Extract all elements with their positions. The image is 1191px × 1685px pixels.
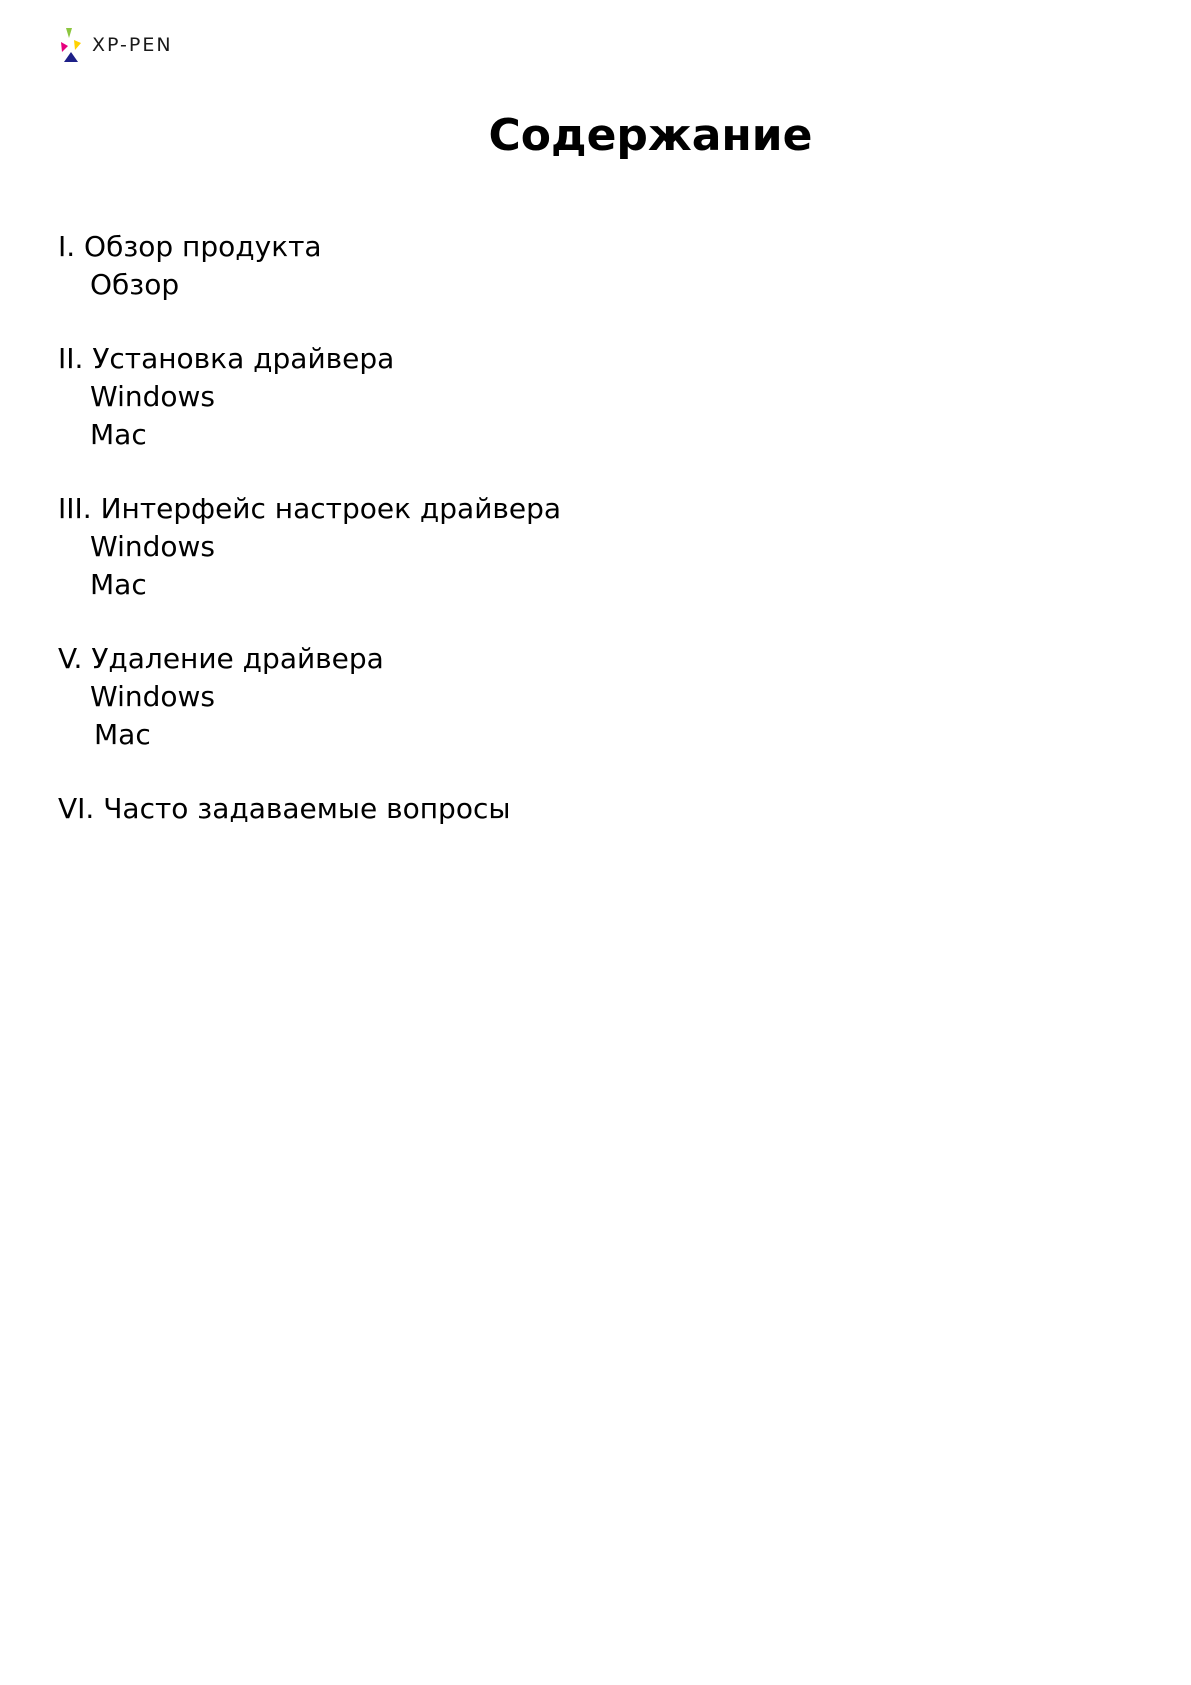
toc-sub-item[interactable]: Mac: [94, 718, 151, 751]
brand-name: XP-PEN: [92, 33, 173, 56]
brand-logo: [60, 26, 173, 64]
toc-sub-item[interactable]: Обзор: [90, 268, 180, 301]
page-title: Содержание: [488, 110, 813, 161]
toc-sub-item[interactable]: Mac: [90, 418, 147, 451]
xp-pen-logo-icon: [60, 26, 82, 64]
toc-section-1: [58, 228, 958, 304]
table-of-contents: [58, 228, 958, 864]
toc-section-heading[interactable]: I. Обзор продукта: [58, 230, 322, 263]
toc-section-heading[interactable]: III. Интерфейс настроек драйвера: [58, 492, 562, 525]
toc-section-4: [58, 640, 958, 754]
toc-sub-item[interactable]: Mac: [90, 568, 147, 601]
toc-section-2: [58, 340, 958, 454]
toc-section-3: [58, 490, 958, 604]
toc-section-heading[interactable]: II. Установка драйвера: [58, 342, 395, 375]
toc-section-5: [58, 790, 958, 828]
toc-section-heading[interactable]: V. Удаление драйвера: [58, 642, 384, 675]
toc-sub-item[interactable]: Windows: [90, 380, 215, 413]
toc-sub-item[interactable]: Windows: [90, 530, 215, 563]
toc-sub-item[interactable]: Windows: [90, 680, 215, 713]
toc-section-heading[interactable]: VI. Часто задаваемые вопросы: [58, 792, 511, 825]
